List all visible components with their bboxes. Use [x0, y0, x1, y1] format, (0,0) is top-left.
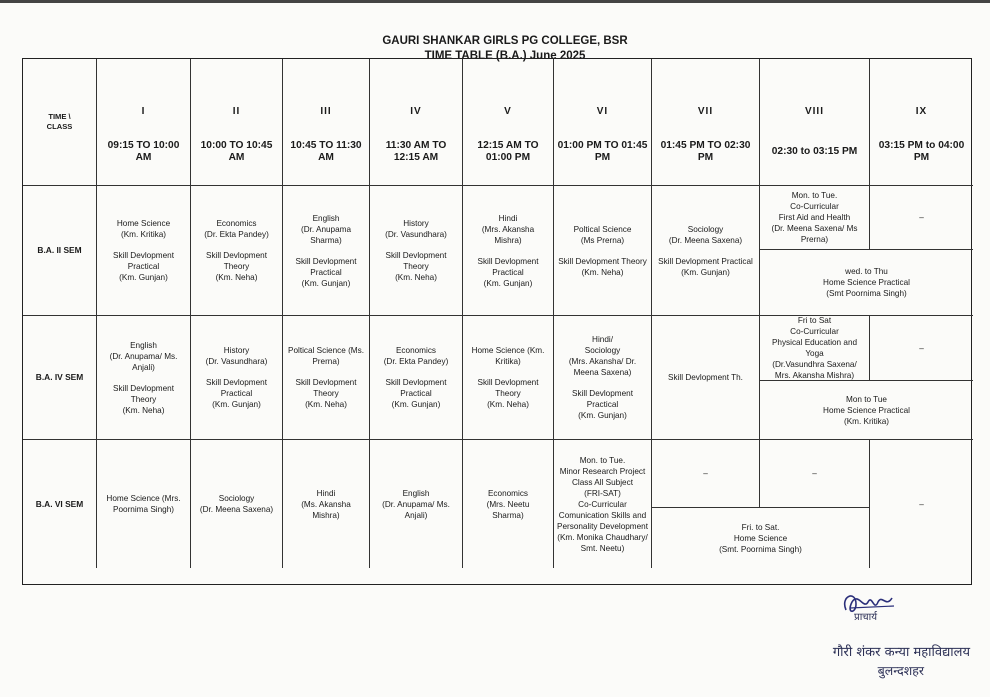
- lesson-cell: [191, 440, 283, 568]
- cell-line: (Km. Neha): [487, 400, 529, 409]
- cell-line: Theory: [313, 389, 339, 398]
- home-science-cell: [652, 508, 870, 568]
- cell-line: Practical: [492, 267, 524, 277]
- period-time: 09:15 TO 10:00 AM: [97, 119, 191, 186]
- lesson-cell: [97, 186, 191, 316]
- cell-line: Yoga: [805, 349, 824, 358]
- cell-line: Home Science: [733, 533, 788, 543]
- cell-line: Personality Development: [556, 521, 649, 531]
- cell-line: Fri. to Sat.: [741, 522, 780, 532]
- signature-caption: प्राचार्य: [854, 612, 878, 622]
- cell-line: (Km. Neha): [395, 273, 437, 282]
- cell-line: Skill Devlopment Practical: [658, 256, 753, 266]
- cell-line: History: [223, 346, 250, 355]
- cell-line: (Dr. Anupama/ Ms.: [382, 499, 450, 509]
- cell-line: Sharma): [492, 510, 524, 520]
- cell-line: (Km. Neha): [581, 267, 624, 277]
- cell-line: Sharma): [310, 235, 342, 245]
- cell-line: (Smt. Poornima Singh): [719, 544, 802, 554]
- cell-line: (Mrs. Akansha: [481, 224, 535, 234]
- cell-line: (Km. Gunjan): [391, 400, 441, 409]
- cell-line: Practical: [310, 267, 342, 277]
- cell-line: Practical: [400, 389, 432, 398]
- cell-line: (Mrs. Akansha/ Dr.: [568, 357, 637, 366]
- cell-line: (Km. Gunjan): [212, 400, 261, 409]
- period-time: 12:15 AM TO 01:00 PM: [463, 119, 554, 186]
- cell-line: Meena Saxena): [573, 368, 632, 377]
- cell-line: (Dr. Ekta Pandey): [204, 230, 269, 239]
- lesson-cell: [191, 316, 283, 440]
- lesson-cell: [370, 186, 463, 316]
- empty-slot-dash: –: [870, 316, 973, 381]
- cell-line: Co-Curricular: [578, 499, 627, 509]
- cell-line: English: [130, 340, 157, 350]
- cell-line: Poltical Science (Ms.: [288, 346, 364, 355]
- cell-line: (Km. Neha): [122, 405, 165, 415]
- period-time: 01:45 PM TO 02:30 PM: [652, 119, 760, 186]
- cell-line: Poltical Science: [573, 224, 632, 234]
- cell-line: Hindi: [316, 488, 336, 498]
- cell-line: Mishra): [312, 510, 340, 520]
- cell-line: Physical Education and: [771, 338, 858, 347]
- period-number: VI: [554, 59, 652, 119]
- lesson-cell: [370, 316, 463, 440]
- lesson-cell: [97, 316, 191, 440]
- cell-line: Home Science (Mrs.: [106, 494, 181, 503]
- cell-line: Co-Curricular: [790, 327, 839, 336]
- lesson-cell: [652, 316, 760, 440]
- cell-line: Skill Devlopment: [477, 378, 539, 387]
- cell-line: wed. to Thu: [845, 267, 888, 276]
- empty-slot-dash: –: [870, 186, 973, 250]
- cell-line: Hindi: [498, 213, 518, 223]
- period-number: IV: [370, 59, 463, 119]
- cell-line: Skill Devlopment Theory: [558, 256, 647, 266]
- period-time: 03:15 PM to 04:00 PM: [870, 119, 973, 186]
- cell-line: (Km. Gunjan): [578, 411, 627, 420]
- cell-line: Skill Devlopment Th.: [668, 373, 743, 382]
- lesson-cell: [554, 440, 652, 568]
- cell-line: Anjali): [132, 362, 155, 372]
- cell-line: Sociology: [584, 346, 621, 355]
- cell-line: Minor Research Project: [559, 466, 646, 476]
- cell-line: Skill Devlopment: [295, 378, 357, 387]
- cell-line: Smt. Neetu): [580, 543, 625, 553]
- cell-line: Skill Devlopment: [113, 383, 174, 393]
- cell-line: Poornima Singh): [113, 505, 174, 514]
- cell-line: English: [402, 488, 430, 498]
- lesson-cell: [97, 440, 191, 568]
- cell-line: Mrs. Akansha Mishra): [774, 371, 855, 380]
- home-science-practical-cell: [760, 250, 973, 316]
- period-time: 02:30 to 03:15 PM: [760, 119, 870, 186]
- cell-line: (Dr. Vasundhara): [205, 357, 268, 366]
- cell-line: Skill Devlopment: [572, 389, 633, 398]
- cell-line: (Km. Gunjan): [681, 267, 730, 277]
- cell-line: Sociology: [687, 224, 724, 234]
- cell-line: (Km. Gunjan): [483, 278, 533, 288]
- cell-line: (Dr.Vasundhra Saxena/: [772, 360, 857, 369]
- cell-line: Co-Curricular: [790, 202, 839, 211]
- cell-line: Class All Subject: [572, 477, 633, 487]
- cell-line: (Dr. Anupama: [300, 224, 352, 234]
- cell-line: (Ms. Akansha: [301, 499, 351, 509]
- cell-line: Home Science Practical: [823, 405, 910, 415]
- period-time: 01:00 PM TO 01:45 PM: [554, 119, 652, 186]
- period-number: II: [191, 59, 283, 119]
- cell-line: Hindi/: [592, 335, 613, 344]
- cell-line: English: [312, 213, 340, 223]
- period-number: VIII: [760, 59, 870, 119]
- cell-line: (Dr. Meena Saxena/ Ms: [771, 224, 858, 233]
- cell-line: Theory: [223, 262, 250, 271]
- cell-line: Mon. to Tue.: [579, 455, 626, 465]
- period-number: III: [283, 59, 370, 119]
- cell-line: Skill Devlopment: [206, 378, 267, 387]
- cell-line: Theory: [495, 389, 521, 398]
- lesson-cell: [463, 440, 554, 568]
- co-curricular-cell: [760, 316, 870, 381]
- timetable-grid: [22, 58, 972, 585]
- cell-line: (Smt Poornima Singh): [826, 289, 907, 298]
- cell-line: First Aid and Health: [778, 213, 851, 222]
- cell-line: (Km. Gunjan): [119, 273, 168, 282]
- cell-line: Skill Devlopment: [385, 251, 447, 260]
- lesson-cell: [283, 316, 370, 440]
- college-name-hindi: गौरी शंकर कन्या महाविद्यालय: [832, 645, 970, 660]
- cell-line: Practical: [127, 262, 160, 271]
- cell-line: (Ms Prerna): [580, 235, 625, 245]
- cell-line: (FRI-SAT): [584, 488, 621, 498]
- lesson-cell: [370, 440, 463, 568]
- cell-line: Mishra): [494, 235, 522, 245]
- cell-line: Home Science: [116, 219, 171, 228]
- principal-signature: [838, 588, 898, 622]
- lesson-cell: [463, 316, 554, 440]
- cell-line: (Km. Monika Chaudhary/: [557, 532, 648, 542]
- top-border-line: [0, 0, 990, 3]
- cell-line: Economics: [216, 219, 257, 228]
- period-number: VII: [652, 59, 760, 119]
- cell-line: Mon. to Tue.: [791, 191, 838, 200]
- cell-line: Economics: [487, 488, 529, 498]
- empty-slot-dash: –: [919, 499, 924, 509]
- cell-line: (Dr. Anupama/ Ms.: [109, 351, 178, 361]
- period-time: 11:30 AM TO 12:15 AM: [370, 119, 463, 186]
- corner-time-label: TIME \: [48, 112, 71, 121]
- cell-line: Kritika): [495, 357, 521, 366]
- home-science-practical-cell: [760, 381, 973, 440]
- period-number: I: [97, 59, 191, 119]
- cell-line: Prerna): [312, 357, 340, 366]
- cell-line: (Dr. Meena Saxena): [668, 235, 743, 245]
- cell-line: (Km. Kritika): [120, 230, 167, 239]
- lesson-cell: [191, 186, 283, 316]
- cell-line: Economics: [395, 346, 437, 355]
- lesson-cell: [283, 186, 370, 316]
- empty-slot-dash: –: [760, 440, 870, 508]
- cell-line: (Mrs. Neetu: [486, 499, 530, 509]
- row-label-ba-vi-sem: B.A. VI SEM: [23, 440, 97, 568]
- co-curricular-cell: [760, 186, 870, 250]
- cell-line: Home Science Practical: [823, 278, 910, 287]
- cell-line: Home Science (Km.: [471, 346, 545, 355]
- cell-line: (Dr. Ekta Pandey): [383, 357, 449, 366]
- lesson-cell: [652, 186, 760, 316]
- corner-cell: [23, 59, 97, 186]
- cell-line: Skill Devlopment: [295, 256, 357, 266]
- city-name-hindi: बुलन्दशहर: [877, 663, 924, 678]
- cell-line: History: [403, 219, 429, 228]
- lesson-cell: [554, 186, 652, 316]
- cell-line: Anjali): [404, 510, 428, 520]
- cell-line: Skill Devlopment: [113, 251, 174, 260]
- cell-line: Mon to Tue: [846, 394, 887, 404]
- period-time: 10:00 TO 10:45 AM: [191, 119, 283, 186]
- period-number: V: [463, 59, 554, 119]
- lesson-cell: [463, 186, 554, 316]
- corner-class-label: CLASS: [46, 122, 73, 131]
- cell-line: (Km. Kritika): [843, 416, 890, 426]
- cell-line: Fri to Sat: [797, 316, 832, 325]
- cell-line: Practical: [220, 389, 253, 398]
- cell-line: Comunication Skills and: [558, 510, 647, 520]
- cell-line: (Km. Neha): [305, 400, 347, 409]
- college-title: GAURI SHANKAR GIRLS PG COLLEGE, BSR: [382, 35, 628, 47]
- empty-slot-dash: –: [652, 440, 760, 508]
- cell-line: Practical: [586, 400, 619, 409]
- cell-line: (Dr. Vasundhara): [385, 230, 447, 239]
- cell-line: Theory: [403, 262, 429, 271]
- period-number: IX: [915, 106, 928, 117]
- cell-line: Skill Devlopment: [385, 378, 447, 387]
- timetable-subtitle: TIME TABLE (B.A.) June 2025: [424, 50, 586, 62]
- cell-line: (Km. Gunjan): [301, 278, 351, 288]
- period-time: 10:45 TO 11:30 AM: [283, 119, 370, 186]
- row-label-ba-ii-sem: B.A. II SEM: [23, 186, 97, 316]
- cell-line: (Km. Neha): [215, 273, 258, 282]
- cell-line: Prerna): [800, 235, 829, 244]
- cell-line: Theory: [130, 394, 157, 404]
- cell-line: Sociology: [218, 494, 255, 503]
- lesson-cell: [554, 316, 652, 440]
- lesson-cell: [283, 440, 370, 568]
- cell-line: Skill Devlopment: [477, 256, 539, 266]
- row-label-ba-iv-sem: B.A. IV SEM: [23, 316, 97, 440]
- cell-line: (Dr. Meena Saxena): [199, 505, 274, 514]
- cell-line: Skill Devlopment: [206, 251, 267, 260]
